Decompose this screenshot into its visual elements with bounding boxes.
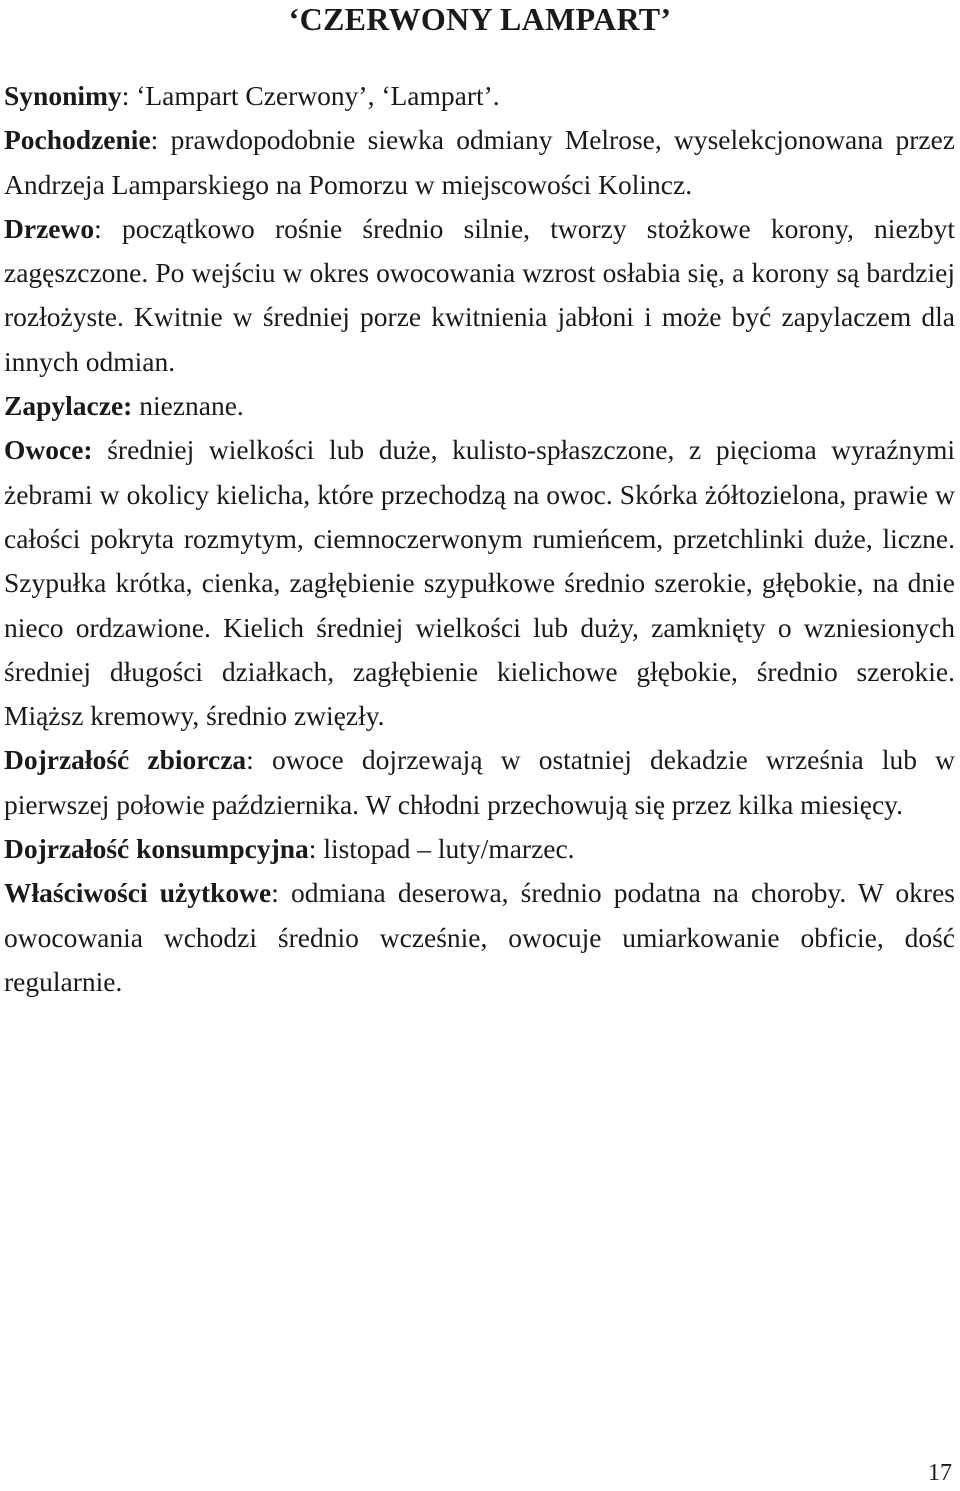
entry-separator: :: [271, 877, 292, 909]
entry-separator: :: [246, 744, 272, 776]
entry-label: Dojrzałość zbiorcza: [4, 744, 247, 776]
entry-drzewo: [4, 207, 955, 384]
entry-zapylacze: [4, 384, 955, 428]
entry-synonimy: [4, 74, 955, 118]
entry-text: ‘Lampart Czerwony’, ‘Lampart’.: [136, 80, 500, 111]
entry-text: średniej wielkości lub duże, kulisto-spłaszczone, z pięcioma wyraźnymi żebrami w okolicy kielicha, które przechodzą na owoc. Skórka żółtozielona, prawie w całości pokryta rozmytym, ciemnoczerwonym rumieńcem, przetchlinki duże, liczne. Szypułka krótka, cienka, zagłębienie szypułkowe średnio szerokie, głębokie, na dnie nieco ordzawione. Kielich średniej wielkości lub duży, zamknięty o wzniesionych średniej długości działkach, zagłębienie kielichowe głębokie, średnio szerokie. Miąższ kremowy, średnio zwięzły.: [4, 434, 955, 732]
entry-text: początkowo rośnie średnio silnie, tworzy stożkowe korony, niezbyt zagęszczone. Po wejściu w okres owocowania wzrost osłabia się, a korony są bardziej rozłożyste. Kwitnie w średniej porze kwitnienia jabłoni i może być zapylaczem dla innych odmian.: [4, 212, 955, 377]
entry-separator: :: [121, 80, 137, 111]
page-title: ‘CZERWONY LAMPART’: [288, 1, 672, 37]
entry-text: owoce dojrzewają w ostatniej dekadzie września lub w pierwszej połowie października. W chłodni przechowują się przez kilka miesięcy.: [4, 744, 955, 820]
entry-separator: :: [150, 124, 171, 156]
entry-text: listopad – luty/marzec.: [323, 833, 575, 865]
page-number: 17: [928, 1460, 952, 1486]
entry-text: prawdopodobnie siewka odmiany Melrose, wyselekcjonowana przez Andrzeja Lamparskiego na Pomorzu w miejscowości Kolincz.: [4, 124, 956, 200]
entry-label: Dojrzałość konsumpcyjna: [4, 833, 309, 865]
entry-dojrzalosc-konsumpcyjna: [4, 827, 955, 871]
document-body: [4, 74, 955, 1004]
entry-label: Drzewo: [4, 212, 95, 244]
entry-label: Zapylacze:: [4, 390, 133, 422]
entry-separator: :: [308, 833, 324, 865]
entry-separator: [93, 434, 108, 465]
entry-text: odmiana deserowa, średnio podatna na choroby. W okres owocowania wchodzi średnio wcześnie, owocuje umiarkowanie obficie, dość regularnie.: [4, 877, 955, 997]
entry-label: Właściwości użytkowe: [4, 877, 272, 909]
entry-owoce: [4, 428, 955, 738]
entry-dojrzalosc-zbiorcza: [4, 738, 955, 827]
entry-label: Synonimy: [4, 80, 122, 111]
entry-wlasciwosci-uzytkowe: [4, 871, 955, 1004]
entry-text: nieznane.: [139, 390, 244, 422]
entry-separator: :: [94, 212, 122, 244]
entry-pochodzenie: [4, 118, 955, 207]
entry-label: Owoce:: [4, 434, 93, 466]
entry-label: Pochodzenie: [4, 124, 151, 156]
